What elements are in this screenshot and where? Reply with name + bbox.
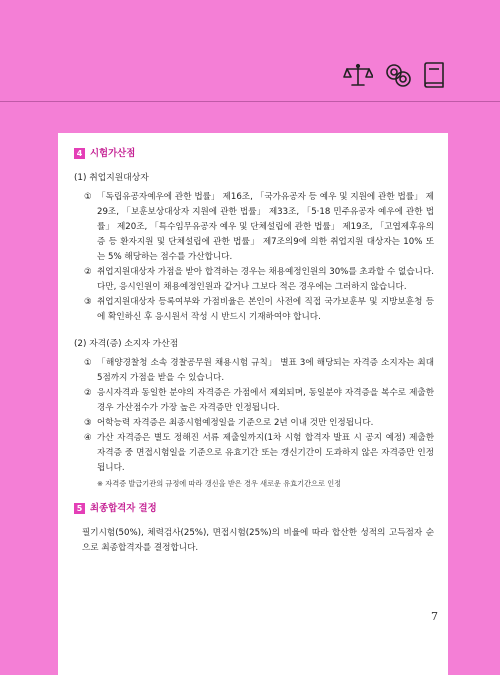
item-marker: ③	[84, 297, 92, 307]
coins-icon	[383, 62, 413, 88]
item-text: 어학능력 자격증은 최종시험예정일을 기준으로 2년 이내 것만 인정됩니다.	[97, 418, 374, 428]
list-item	[74, 190, 434, 265]
item-text: 가산 자격증은 별도 정해진 서류 제출일까지(1차 시험 합격자 발표 시 공지 예정) 제출한 자격증 중 면접시험일을 기준으로 유효기간 또는 갱신기간이 도과하지 않은 자격증만 인정됩니다.	[97, 433, 434, 473]
header-icons	[343, 62, 445, 88]
section-number: 4	[74, 148, 85, 159]
item-marker: ②	[84, 388, 92, 398]
item-marker: ②	[84, 267, 92, 277]
page-number: 7	[431, 610, 438, 623]
item-text: 「해양경찰청 소속 경찰공무원 채용시험 규칙」 별표 3에 해당되는 자격증 소지자는 최대 5점까지 가점을 받을 수 있습니다.	[97, 358, 434, 383]
item-marker: ③	[84, 418, 92, 428]
item-text: 「독립유공자예우에 관한 법률」 제16조, 「국가유공자 등 예우 및 지원에 관한 법률」 제29조, 「보훈보상대상자 지원에 관한 법률」 제33조, 「5·18 민주유공자 예우에 관한 법률」 제20조, 「특수임무유공자 예우 및 단체설립에 관한 법률」 제19조, 「고엽제후유의증 등 환자지원 및 단체설립에 관한 법률」 제7조의9에 의한 취업지원 대상자는 10% 또는 5% 해당하는 점수를 가산합니다.	[97, 192, 434, 262]
main-content	[74, 146, 434, 556]
scales-icon	[343, 63, 373, 87]
item-marker: ④	[84, 433, 92, 443]
section-title: 시험가산점	[90, 148, 136, 159]
section-number: 5	[74, 503, 85, 514]
item-text: 취업지원대상자 가점을 받아 합격하는 경우는 채용예정인원의 30%를 초과할 수 없습니다. 다만, 응시인원이 채용예정인원과 같거나 그보다 적은 경우에는 그러하지 않습니다.	[97, 267, 434, 292]
section-4-heading	[74, 146, 434, 161]
item-marker: ①	[84, 192, 92, 202]
paragraph: 필기시험(50%), 체력검사(25%), 면접시험(25%)의 비율에 따라 합산한 성적의 고득점자 순으로 최종합격자를 결정합니다.	[82, 528, 434, 553]
item-text: 취업지원대상자 등록여부와 가점비율은 본인이 사전에 직접 국가보훈부 및 지방보훈청 등에 확인하신 후 응시원서 작성 시 반드시 기재하여야 합니다.	[97, 297, 434, 322]
subsection-heading: (2) 자격(증) 소지자 가산점	[74, 339, 179, 349]
list-item	[74, 431, 434, 476]
list-item	[74, 416, 434, 431]
section-5-heading	[74, 501, 434, 516]
footnote: ※ 자격증 발급기관의 규정에 따라 갱신을 받은 경우 새로운 유효기간으로 인정	[97, 479, 342, 488]
list-item	[74, 295, 434, 325]
item-text: 응시자격과 동일한 분야의 자격증은 가점에서 제외되며, 동일분야 자격증을 복수로 제출한 경우 가산점수가 가장 높은 자격증만 인정됩니다.	[97, 388, 434, 413]
subsection-heading: (1) 취업지원대상자	[74, 173, 149, 183]
list-item	[74, 356, 434, 386]
list-item	[74, 265, 434, 295]
item-marker: ①	[84, 358, 92, 368]
book-icon	[423, 62, 445, 88]
section-title: 최종합격자 결정	[90, 503, 157, 514]
list-item	[74, 386, 434, 416]
header-divider	[0, 101, 500, 102]
